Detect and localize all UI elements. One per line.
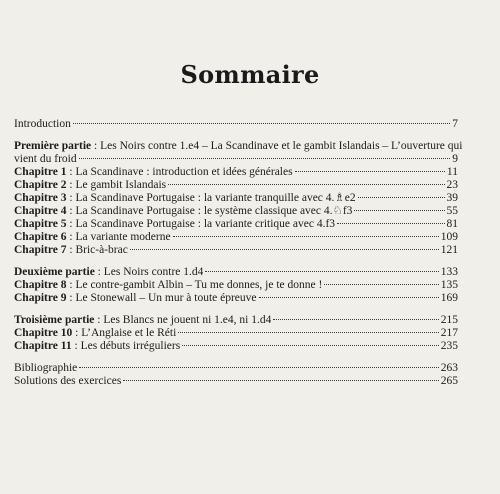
toc-page-number: 133 xyxy=(440,266,458,278)
toc-entry-chapter-3 xyxy=(14,192,458,205)
toc-page-number: 23 xyxy=(446,179,458,191)
dot-leader xyxy=(178,332,438,333)
dot-leader xyxy=(168,184,444,185)
toc-entry-prefix: Chapitre 7 xyxy=(14,244,67,256)
toc-page-number: 215 xyxy=(440,314,458,326)
page-title: Sommaire xyxy=(180,60,320,89)
toc-entry-title: : La Scandinave Portugaise : la variante critique avec 4.f3 xyxy=(66,218,336,230)
toc-entry-title: : La Scandinave Portugaise : la variante tranquille avec 4.♗e2 xyxy=(66,192,356,204)
toc-page-number: 263 xyxy=(440,362,458,374)
toc-entry-chapter-10 xyxy=(14,327,458,340)
toc-entry-chapter-4 xyxy=(14,205,458,218)
toc-entry-title: : Bric-à-brac xyxy=(66,244,128,256)
dot-leader xyxy=(259,297,439,298)
toc-entry-prefix: Chapitre 3 xyxy=(14,192,67,204)
table-of-contents xyxy=(14,118,463,388)
toc-entry-chapter-9 xyxy=(14,292,458,305)
toc-page-number: 9 xyxy=(452,153,458,165)
toc-entry-part-2 xyxy=(14,266,458,279)
dot-leader xyxy=(182,345,439,346)
toc-page-number: 121 xyxy=(440,244,458,256)
toc-entry-title: : Les Noirs contre 1.d4 xyxy=(94,266,204,278)
toc-entry-introduction xyxy=(14,118,458,131)
dot-leader xyxy=(79,158,451,159)
toc-entry-part-1 xyxy=(14,140,463,166)
toc-entry-chapter-5 xyxy=(14,218,458,231)
dot-leader xyxy=(130,249,439,250)
toc-page-number: 109 xyxy=(440,231,458,243)
toc-entry-prefix: Chapitre 10 xyxy=(14,327,73,339)
toc-page-number: 135 xyxy=(440,279,458,291)
toc-entry-title: : Le Stonewall – Un mur à toute épreuve xyxy=(66,292,257,304)
toc-entry-label: Introduction xyxy=(14,118,71,130)
toc-entry-prefix: Chapitre 6 xyxy=(14,231,67,243)
toc-entry-chapter-1 xyxy=(14,166,458,179)
toc-page-number: 39 xyxy=(446,192,458,204)
toc-entry-label: Bibliographie xyxy=(14,362,78,374)
dot-leader xyxy=(354,210,444,211)
dot-leader xyxy=(273,319,438,320)
toc-page-number: 11 xyxy=(446,166,458,178)
toc-entry-title: : Les débuts irréguliers xyxy=(71,340,181,352)
toc-entry-chapter-6 xyxy=(14,231,458,244)
toc-entry-title: : Le gambit Islandais xyxy=(66,179,167,191)
dot-leader xyxy=(324,284,438,285)
toc-page-number: 169 xyxy=(440,292,458,304)
toc-entry-prefix: Troisième partie xyxy=(14,314,95,326)
toc-entry-prefix: Chapitre 4 xyxy=(14,205,67,217)
toc-entry-title: : Le contre-gambit Albin – Tu me donnes, je te donne ! xyxy=(66,279,323,291)
toc-entry-title: : L’Anglaise et le Réti xyxy=(72,327,177,339)
toc-entry-chapter-2 xyxy=(14,179,458,192)
toc-page-number: 7 xyxy=(452,118,458,130)
toc-entry-chapter-8 xyxy=(14,279,458,292)
toc-entry-title: : La Scandinave Portugaise : le système classique avec 4.♘f3 xyxy=(66,205,353,217)
toc-entry-title: : Les Noirs contre 1.e4 – La Scandinave et le gambit Islandais – L’ouverture qui xyxy=(91,140,463,152)
toc-entry-solutions xyxy=(14,375,458,388)
toc-entry-prefix: Première partie xyxy=(14,140,92,152)
toc-entry-prefix: Chapitre 8 xyxy=(14,279,67,291)
toc-page-number: 55 xyxy=(446,205,458,217)
dot-leader xyxy=(295,171,445,172)
toc-entry-chapter-7 xyxy=(14,244,458,257)
toc-page-number: 235 xyxy=(440,340,458,352)
toc-entry-prefix: Chapitre 5 xyxy=(14,218,67,230)
toc-entry-chapter-11 xyxy=(14,340,458,353)
dot-leader xyxy=(123,380,438,381)
dot-leader xyxy=(173,236,439,237)
dot-leader xyxy=(358,197,445,198)
toc-entry-prefix: Chapitre 9 xyxy=(14,292,67,304)
toc-entry-bibliography xyxy=(14,362,458,375)
toc-entry-continuation: vient du froid xyxy=(14,153,77,165)
toc-entry-part-3 xyxy=(14,314,458,327)
toc-page-number: 81 xyxy=(446,218,458,230)
dot-leader xyxy=(73,123,450,124)
dot-leader xyxy=(337,223,444,224)
toc-page-number: 217 xyxy=(440,327,458,339)
dot-leader xyxy=(79,367,439,368)
toc-page-number: 265 xyxy=(440,375,458,387)
toc-entry-title: : Les Blancs ne jouent ni 1.e4, ni 1.d4 xyxy=(94,314,272,326)
toc-entry-title: : La variante moderne xyxy=(66,231,171,243)
toc-entry-title: : La Scandinave : introduction et idées générales xyxy=(66,166,293,178)
dot-leader xyxy=(205,271,438,272)
toc-entry-prefix: Chapitre 1 xyxy=(14,166,67,178)
toc-entry-label: Solutions des exercices xyxy=(14,375,122,387)
toc-entry-prefix: Chapitre 11 xyxy=(14,340,72,352)
toc-entry-prefix: Deuxième partie xyxy=(14,266,95,278)
toc-entry-prefix: Chapitre 2 xyxy=(14,179,67,191)
